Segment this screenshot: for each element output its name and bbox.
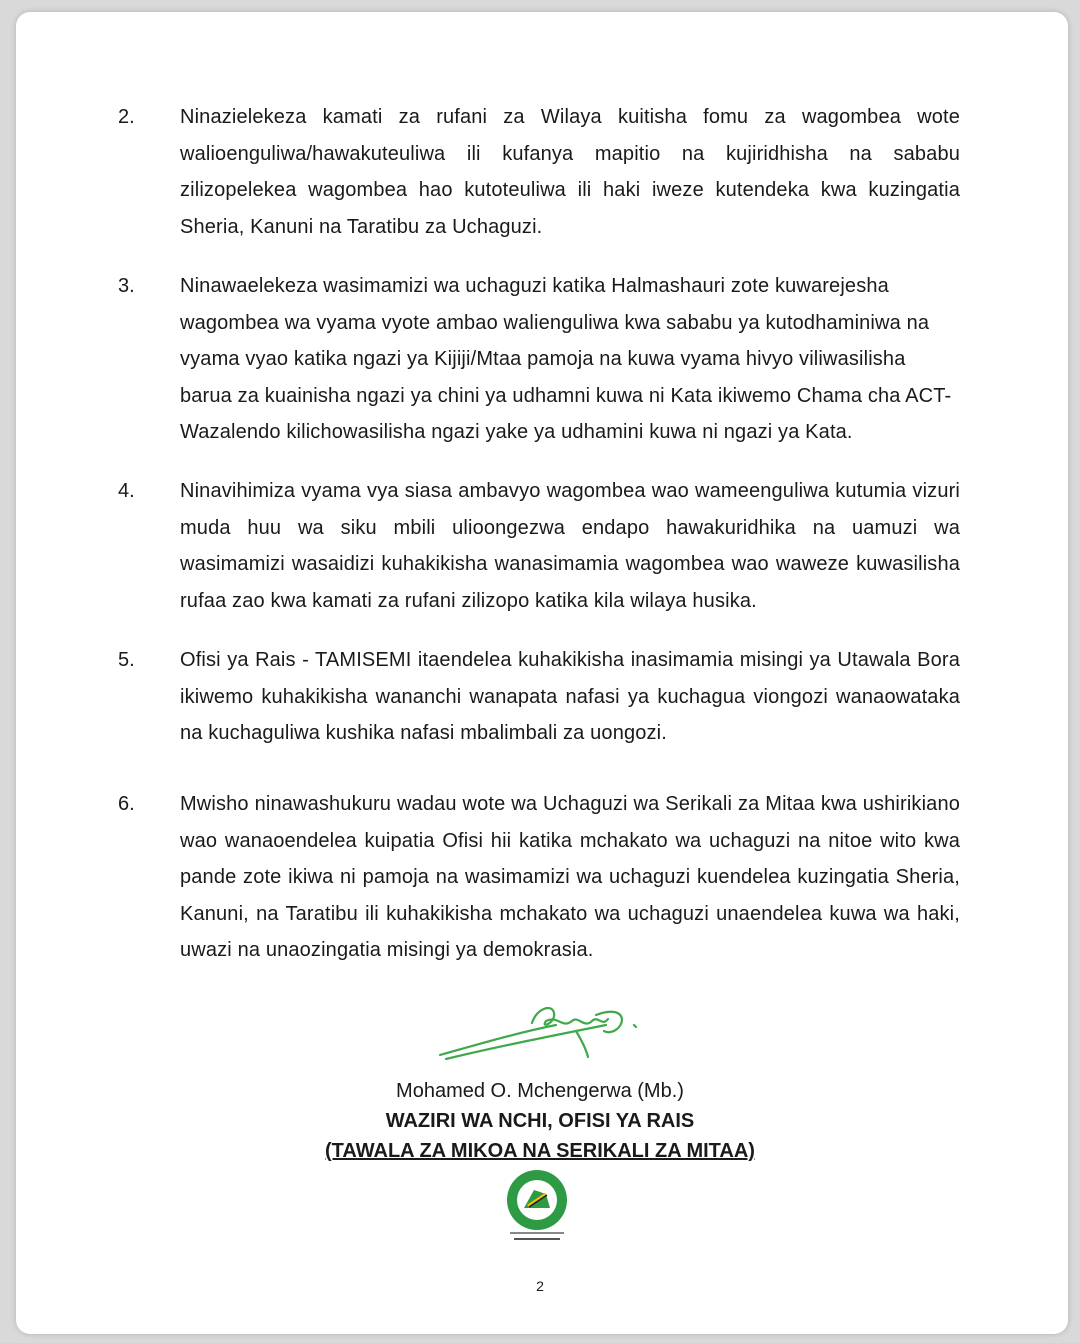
election-seal-logo xyxy=(474,1168,600,1248)
paragraph-number: 6. xyxy=(118,793,135,815)
paragraph-3 xyxy=(118,268,960,451)
paragraph-4 xyxy=(118,473,960,619)
paragraph-text: Ninawaelekeza wasimamizi wa uchaguzi katika Halmashauri zote kuwarejesha wagombea wa vyama vyote ambao walienguliwa kwa sababu ya kutodhaminiwa na vyama vyao katika ngazi ya Kijiji/Mtaa pamoja na kuwa vyama hivyo viliwasilisha barua za kuainisha ngazi ya chini ya udhamni kuwa ni Kata ikiwemo Chama cha ACT-Wazalendo kilichowasilisha ngazi yake ya udhamini kuwa ni ngazi ya Kata. xyxy=(180,275,952,443)
paragraph-5 xyxy=(118,642,960,752)
page-number: 2 xyxy=(536,1278,544,1294)
paragraph-text: Ninazielekeza kamati za rufani za Wilaya kuitisha fomu za wagombea wote walioenguliwa/hawakuteuliwa ili kufanya mapitio na kujiridhisha na sababu zilizopelekea wagombea hao kutoteuliwa ili haki iweze kutendeka kwa kuzingatia Sheria, Kanuni na Taratibu za Uchaguzi. xyxy=(180,106,960,238)
handwritten-signature xyxy=(436,995,656,1065)
paragraph-number: 2. xyxy=(118,106,135,128)
signer-ministry: (TAWALA ZA MIKOA NA SERIKALI ZA MITAA) xyxy=(325,1140,755,1162)
paragraph-6 xyxy=(118,786,960,969)
paragraph-text: Ninavihimiza vyama vya siasa ambavyo wagombea wao wameenguliwa kutumia vizuri muda huu wa siku mbili ulioongezwa endapo hawakuridhika na uamuzi wa wasimamizi wasaidizi kuhakikisha wanasimamia wagombea wao waweze kuwasilisha rufaa zao kwa kamati za rufani zilizopo katika kila wilaya husika. xyxy=(180,480,960,612)
paragraph-number: 4. xyxy=(118,480,135,502)
signer-title: WAZIRI WA NCHI, OFISI YA RAIS xyxy=(385,1110,695,1132)
paragraph-number: 3. xyxy=(118,275,135,297)
paragraph-text: Ofisi ya Rais - TAMISEMI itaendelea kuhakikisha inasimamia misingi ya Utawala Bora ikiwemo kuhakikisha wananchi wanapata nafasi ya kuchagua viongozi wanaowataka na kuchaguliwa kushika nafasi mbalimbali za uongozi. xyxy=(180,649,960,744)
paragraph-text: Mwisho ninawashukuru wadau wote wa Uchaguzi wa Serikali za Mitaa kwa ushirikiano wao wanaoendelea kuipatia Ofisi hii katika mchakato wa uchaguzi na nitoe wito kwa pande zote ikiwa ni pamoja na wasimamizi wa uchaguzi kuendelea kuzingatia Sheria, Kanuni, na Taratibu ili kuhakikisha mchakato wa uchaguzi unaendelea kuwa wa haki, uwazi na unaozingatia misingi ya demokrasia. xyxy=(180,793,960,961)
signer-name: Mohamed O. Mchengerwa (Mb.) xyxy=(396,1080,684,1102)
paragraph-number: 5. xyxy=(118,649,135,671)
paragraph-2 xyxy=(118,99,960,245)
